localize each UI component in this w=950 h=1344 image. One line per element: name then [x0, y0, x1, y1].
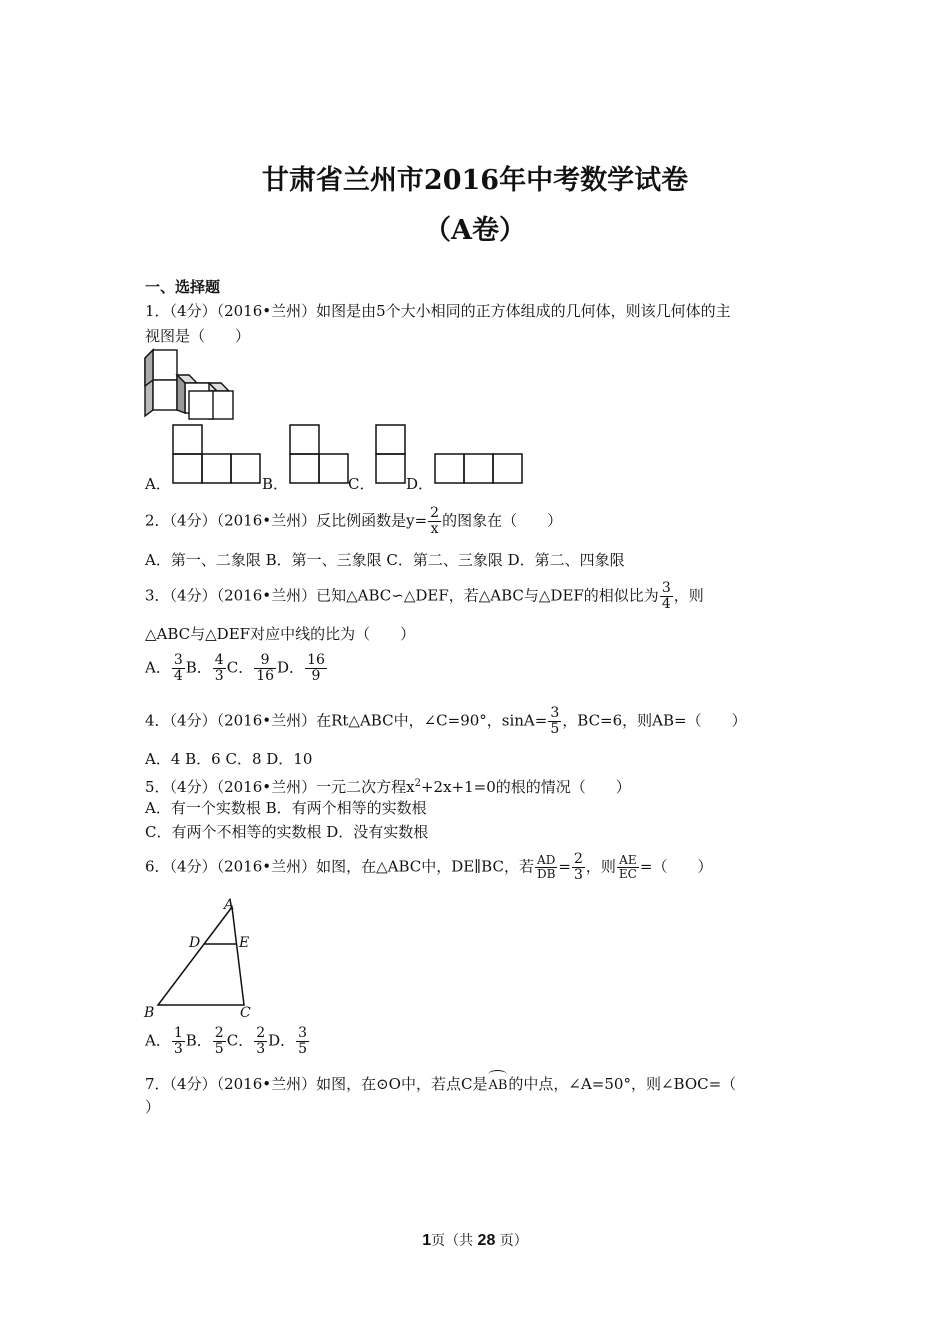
q3-fraction: $\frac{3}{4}$ — [661, 580, 671, 612]
q4-options[interactable]: A．4 B．6 C．8 D．10 — [145, 750, 313, 768]
q6-fraction-ratio: $\frac{2}{3}$ — [573, 851, 583, 883]
q6-option-b[interactable]: $\frac{2}{5}$ — [214, 1025, 224, 1057]
q6-label-a: A — [224, 897, 235, 913]
q1-option-b-label[interactable]: B． — [262, 475, 289, 493]
q7-stem-line1: 7．（4分）（2016•兰州）如图，在⊙O中，若点C是 AB的中点，∠A=50°，则∠BOC=（ — [145, 1072, 736, 1096]
section-heading: 一、选择题 — [145, 278, 221, 296]
q6-label-b: B — [144, 1005, 155, 1021]
q7-arc-ab: AB — [488, 1072, 507, 1096]
q3-option-a[interactable]: $\frac{3}{4}$ — [173, 652, 183, 684]
q6-label-d: D — [189, 935, 201, 951]
q1-option-c-label[interactable]: C． — [348, 475, 375, 493]
q6-option-a[interactable]: $\frac{1}{3}$ — [173, 1025, 183, 1057]
q4-fraction: $\frac{3}{5}$ — [550, 705, 560, 737]
q6-triangle-figure — [140, 895, 260, 1025]
arc-mark-icon — [488, 1070, 507, 1079]
q1-option-a-label[interactable]: A． — [145, 475, 171, 493]
q6-fraction-ae-ec: $\frac{AE}{EC}$ — [618, 853, 637, 881]
q5-options-line2[interactable]: C．有两个不相等的实数根 D．没有实数根 — [145, 823, 429, 841]
q1-option-d-label[interactable]: D． — [406, 475, 434, 493]
q7-stem-line2: ） — [145, 1098, 161, 1116]
q1-option-d-figure[interactable] — [434, 453, 526, 484]
q6-fraction-ad-db: $\frac{AD}{DB}$ — [536, 853, 556, 881]
paper-subtitle: （A卷） — [424, 215, 526, 246]
q3-stem-line1: 3．（4分）（2016•兰州）已知△ABC∽△DEF，若△ABC与△DEF的相似比为 $\frac{3}{4}$ ，则 — [145, 580, 704, 612]
q3-option-d[interactable]: $\frac{16}{9}$ — [307, 652, 325, 684]
q2-fraction: $\frac{2}{x}$ — [430, 505, 440, 537]
q5-stem: 5．（4分）（2016•兰州）一元二次方程$x^2+2x+1=0$的根的情况（ ） — [145, 778, 631, 796]
q1-option-a-figure[interactable] — [172, 424, 264, 484]
q4-stem: 4．（4分）（2016•兰州）在Rt△ABC中，∠C=90°，sinA= $\frac{3}{5}$ ，BC=6，则AB=（ ） — [145, 705, 747, 737]
q3-option-c[interactable]: $\frac{9}{16}$ — [256, 652, 275, 684]
page-footer: 1页（共 28 页） — [422, 1232, 528, 1249]
q1-option-c-figure[interactable] — [375, 424, 407, 484]
q1-stem-line2: 视图是（ ） — [145, 327, 251, 345]
q1-option-b-figure[interactable] — [289, 424, 351, 484]
q6-option-d[interactable]: $\frac{3}{5}$ — [298, 1025, 308, 1057]
q6-options[interactable]: A． $\frac{1}{3}$ B． $\frac{2}{5}$ C． $\frac{2}{3}$ D． $\frac{3}{5}$ — [145, 1025, 308, 1057]
q3-options[interactable]: A． $\frac{3}{4}$ B． $\frac{4}{3}$ C． $\frac{9}{16}$ D． $\frac{16}{9}$ — [145, 652, 325, 684]
q5-options-line1[interactable]: A．有一个实数根 B．有两个相等的实数根 — [145, 799, 427, 817]
q3-stem-line2: △ABC与△DEF对应中线的比为（ ） — [145, 625, 416, 643]
q6-stem: 6．（4分）（2016•兰州）如图，在△ABC中，DE∥BC，若 $\frac{AD}{DB}$ = $\frac{2}{3}$ ，则 $\frac{AE}{EC}$ =（ ） — [145, 851, 713, 883]
q1-cube-figure — [145, 350, 240, 422]
q2-stem: 2．（4分）（2016•兰州）反比例函数是y= $\frac{2}{x}$ 的图象在（ ） — [145, 505, 563, 537]
q6-label-e: E — [239, 935, 250, 951]
q3-option-b[interactable]: $\frac{4}{3}$ — [214, 652, 224, 684]
q1-stem-line1: 1．（4分）（2016•兰州）如图是由5个大小相同的正方体组成的几何体，则该几何体的主 — [145, 302, 731, 320]
q6-label-c: C — [240, 1005, 251, 1021]
q6-option-c[interactable]: $\frac{2}{3}$ — [256, 1025, 266, 1057]
q2-options[interactable]: A．第一、二象限 B．第一、三象限 C．第二、三象限 D．第二、四象限 — [145, 551, 625, 569]
paper-title: 甘肃省兰州市2016年中考数学试卷 — [261, 165, 689, 196]
